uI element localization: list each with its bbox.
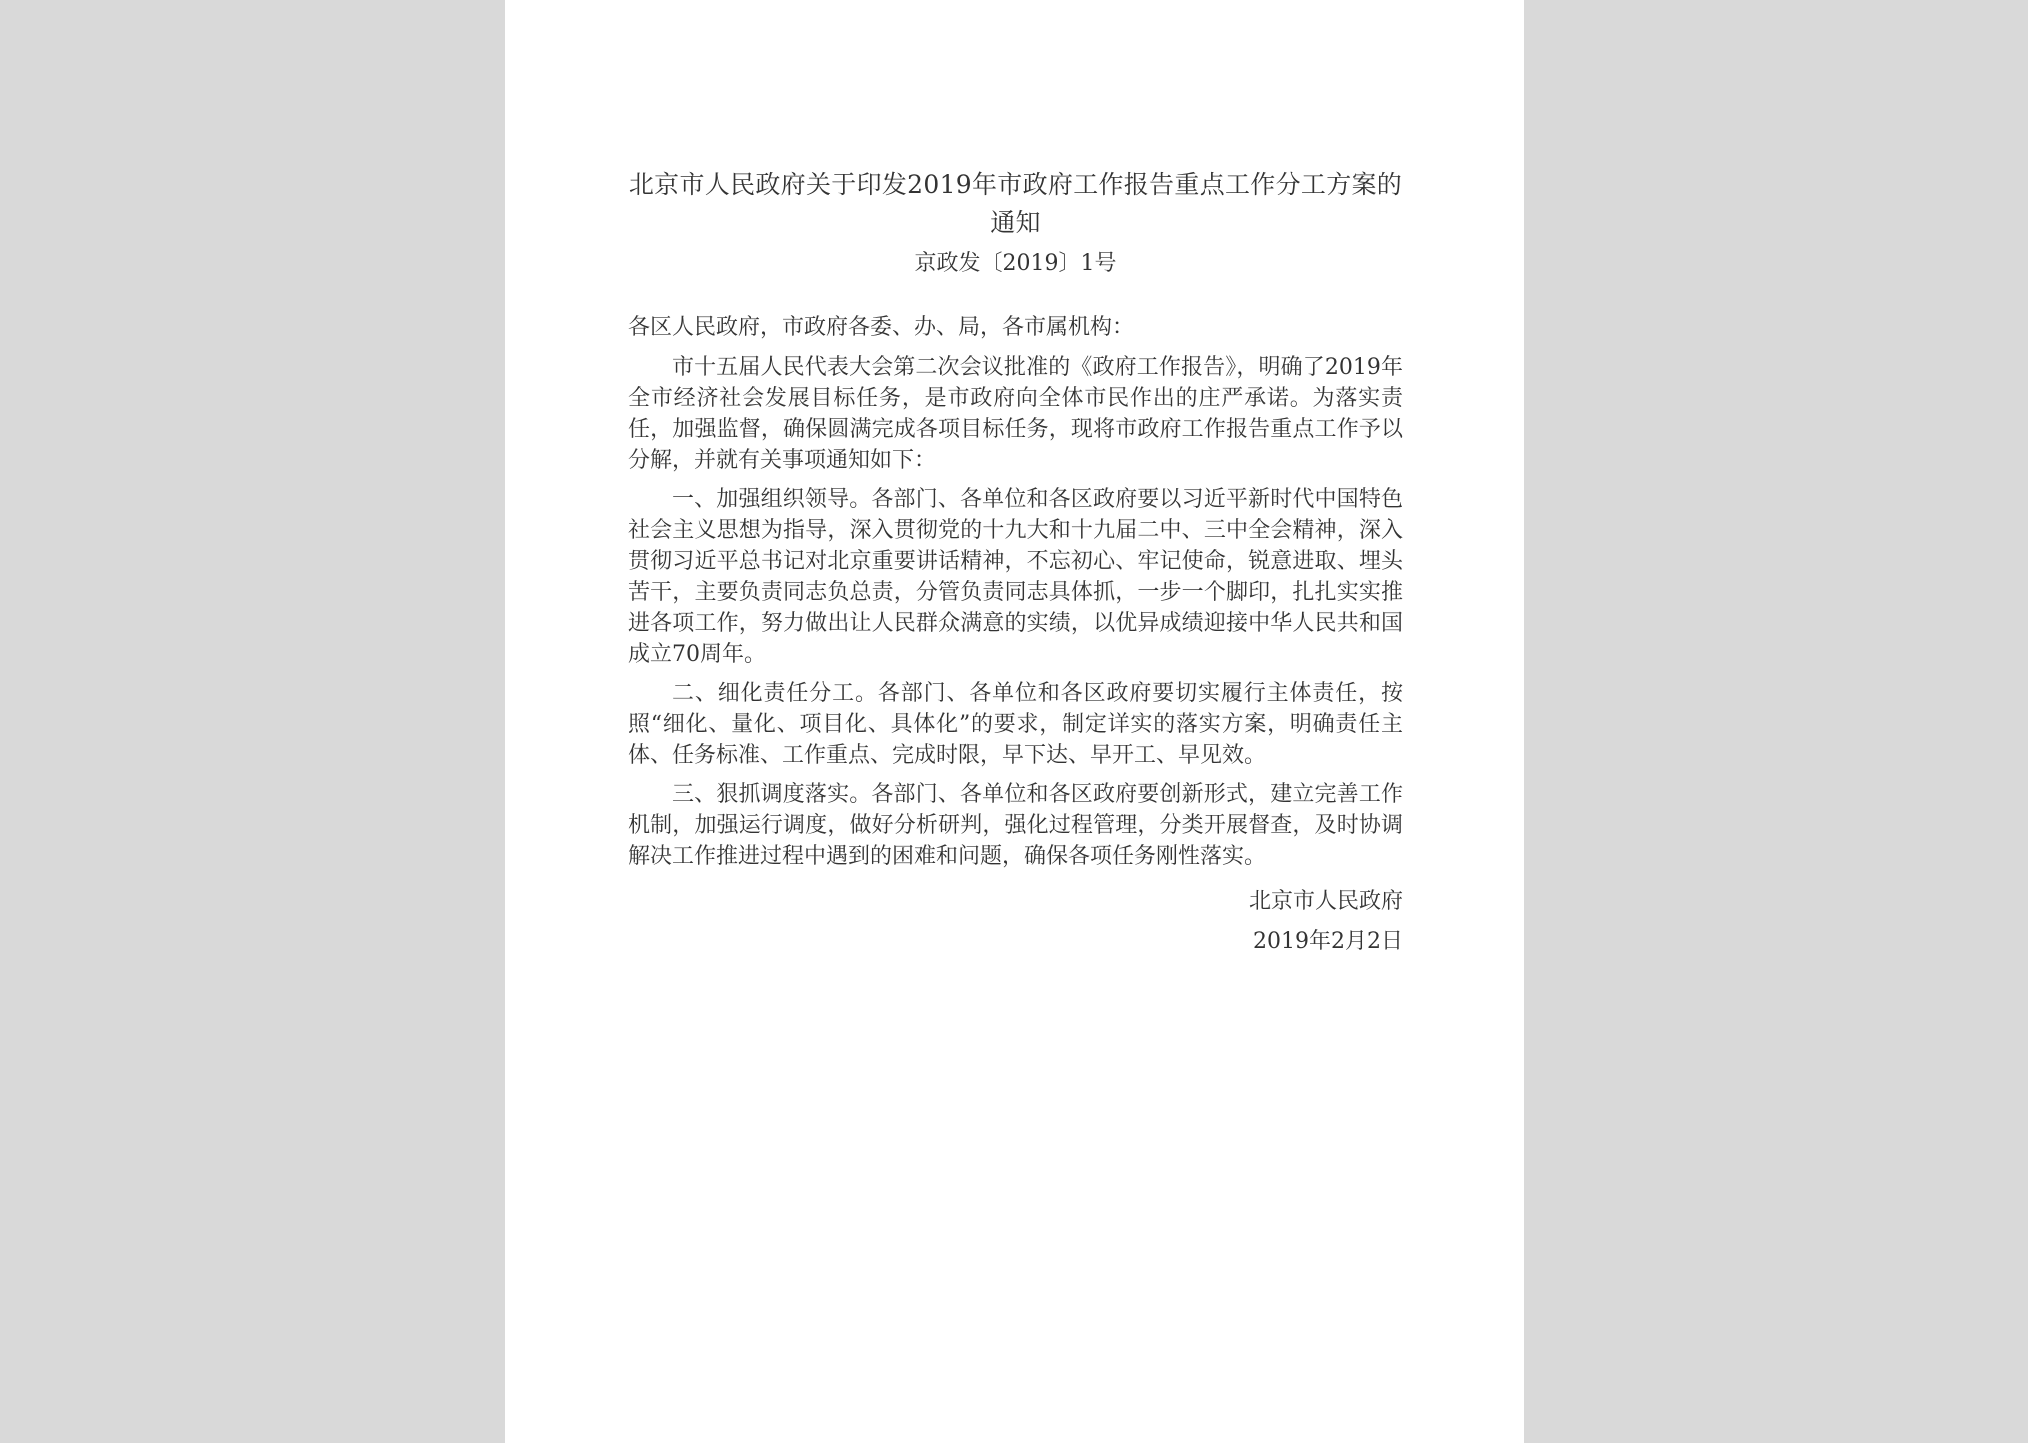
paragraph-section-3: 三、狠抓调度落实。各部门、各单位和各区政府要创新形式，建立完善工作机制，加强运行调度，做好分析研判，强化过程管理，分类开展督查，及时协调解决工作推进过程中遇到的困难和问题，确保各项任务刚性落实。 (628, 782, 1403, 869)
paragraph-section-2: 二、细化责任分工。各部门、各单位和各区政府要切实履行主体责任，按照“细化、量化、项目化、具体化”的要求，制定详实的落实方案，明确责任主体、任务标准、工作重点、完成时限，早下达、早开工、早见效。 (628, 681, 1403, 768)
document-number: 京政发〔2019〕1号 (914, 251, 1117, 276)
document-title: 北京市人民政府关于印发2019年市政府工作报告重点工作分工方案的通知 (628, 170, 1403, 237)
salutation: 各区人民政府，市政府各委、办、局，各市属机构： (628, 315, 1135, 340)
paragraph-intro: 市十五届人民代表大会第二次会议批准的《政府工作报告》，明确了2019年全市经济社会发展目标任务，是市政府向全体市民作出的庄严承诺。为落实责任，加强监督，确保圆满完成各项目标任务，现将市政府工作报告重点工作予以分解，并就有关事项通知如下： (628, 355, 1403, 473)
issuer-signature: 北京市人民政府 (1248, 889, 1403, 914)
issue-date: 2019年2月2日 (1253, 929, 1403, 954)
document-content (628, 166, 1403, 960)
paragraph-section-1: 一、加强组织领导。各部门、各单位和各区政府要以习近平新时代中国特色社会主义思想为指导，深入贯彻党的十九大和十九届二中、三中全会精神，深入贯彻习近平总书记对北京重要讲话精神，不忘初心、牢记使命，锐意进取、埋头苦干，主要负责同志负总责，分管负责同志具体抓，一步一个脚印，扎扎实实推进各项工作，努力做出让人民群众满意的实绩，以优异成绩迎接中华人民共和国成立70周年。 (628, 487, 1403, 667)
document-page (505, 0, 1524, 1443)
